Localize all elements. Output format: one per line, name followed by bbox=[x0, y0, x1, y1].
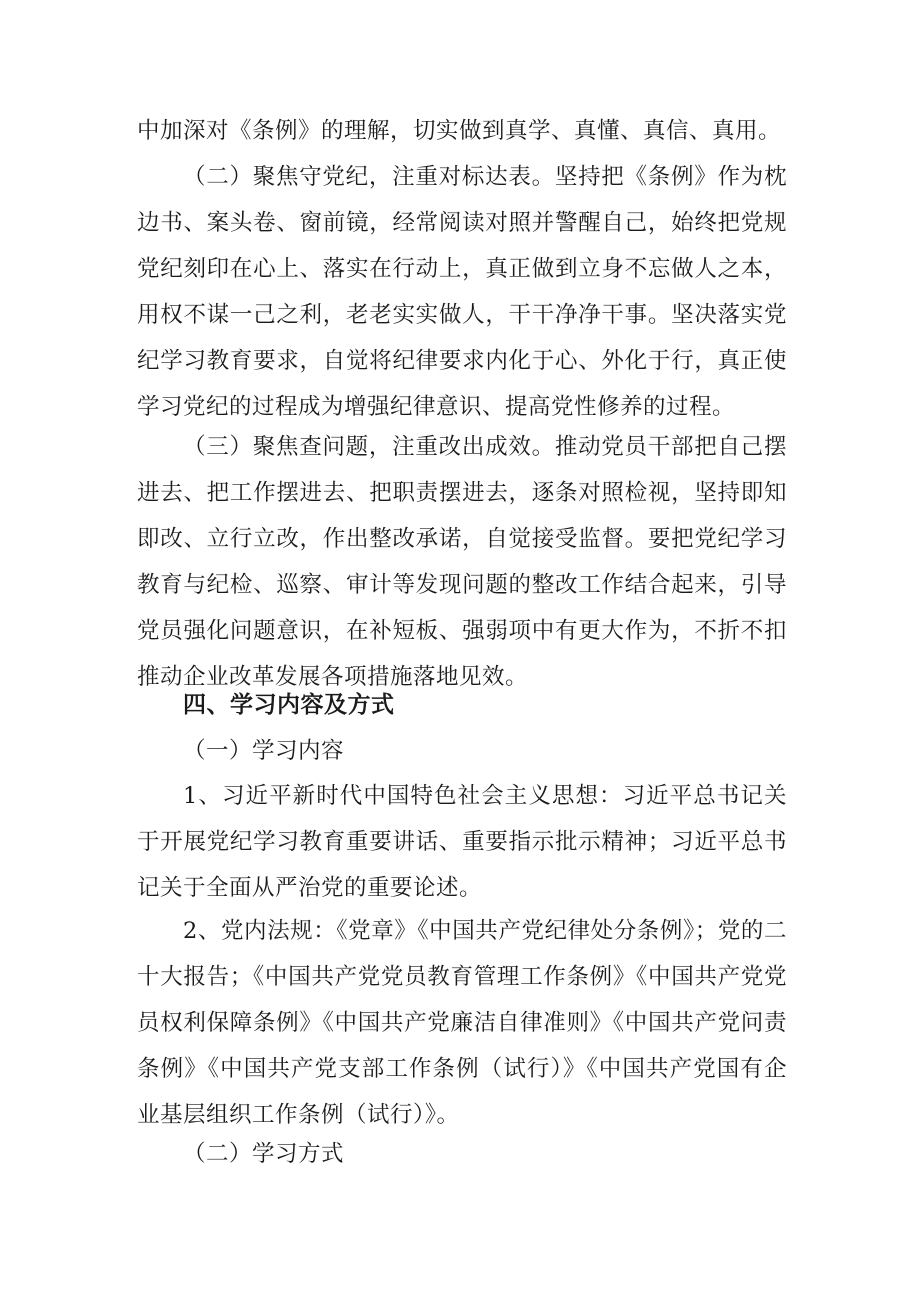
paragraph-continuation: 中加深对《条例》的理解，切实做到真学、真懂、真信、真用。 bbox=[137, 118, 782, 144]
list-item-study-thought: 1、习近平新时代中国特色社会主义思想：习近平总书记关于开展党纪学习教育重要讲话、重要指示批示精神；习近平总书记关于全面从严治党的重要论述。 bbox=[137, 783, 787, 901]
paragraph-focus-discipline: （二）聚焦守党纪，注重对标达表。坚持把《条例》作为枕边书、案头卷、窗前镜，经常阅读对照并警醒自己，始终把党规党纪刻印在心上、落实在行动上，真正做到立身不忘做人之本，用权不谋一己之利，老老实实做人，干干净净干事。坚决落实党纪学习教育要求，自觉将纪律要求内化于心、外化于行，真正使学习党纪的过程成为增强纪律意识、提高党性修养的过程。 bbox=[137, 164, 787, 420]
subheading-study-method: （二）学习方式 bbox=[183, 1141, 345, 1167]
paragraph-focus-problems: （三）聚焦查问题，注重改出成效。推动党员干部把自己摆进去、把工作摆进去、把职责摆进去，逐条对照检视，坚持即知即改、立行立改，作出整改承诺，自觉接受监督。要把党纪学习教育与纪检、巡察、审计等发现问题的整改工作结合起来，引导党员强化问题意识，在补短板、强弱项中有更大作为，不折不扣推动企业改革发展各项措施落地见效。 bbox=[137, 434, 787, 690]
section-heading-study-content: 四、学习内容及方式 bbox=[183, 692, 395, 718]
subheading-study-content: （一）学习内容 bbox=[183, 738, 345, 764]
list-item-party-regulations: 2、党内法规：《党章》《中国共产党纪律处分条例》；党的二十大报告；《中国共产党党员教育管理工作条例》《中国共产党党员权利保障条例》《中国共产党廉洁自律准则》《中国共产党问责条例》《中国共产党支部工作条例（试行）》《中国共产党国有企业基层组织工作条例（试行）》。 bbox=[137, 918, 787, 1128]
